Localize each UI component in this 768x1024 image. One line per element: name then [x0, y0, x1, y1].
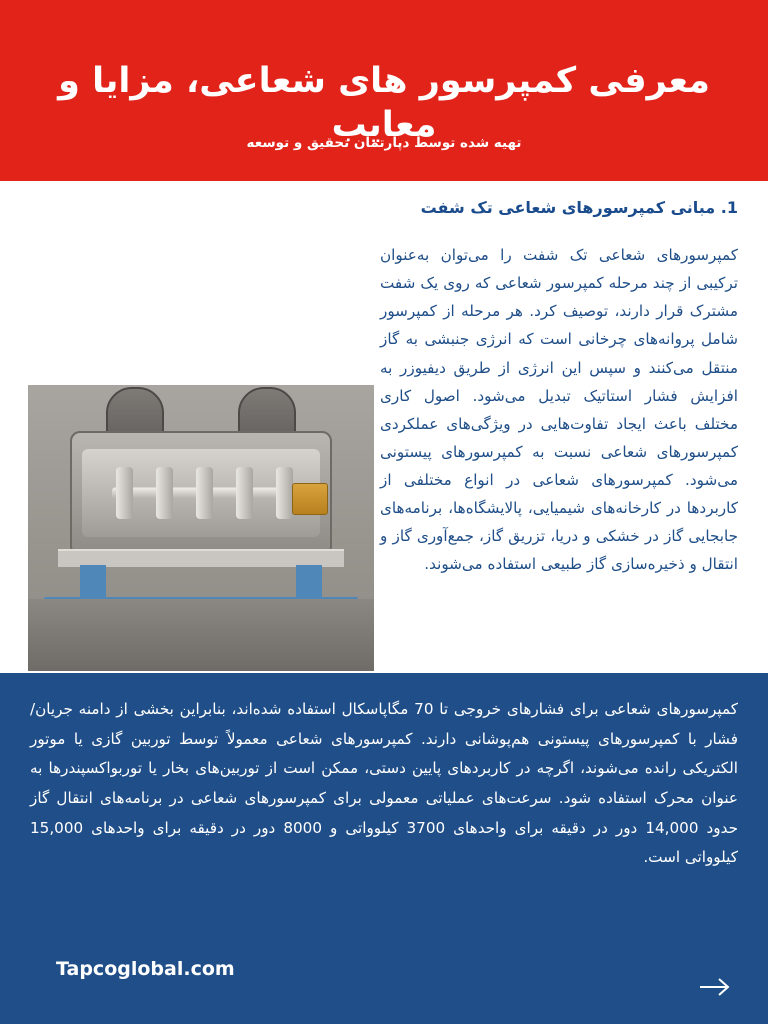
summary-paragraph: کمپرسورهای شعاعی برای فشارهای خروجی تا 70 مگاپاسکال استفاده شده‌اند، بنابراین بخشی از دامنه جریان/فشار با کمپرسورهای پیستونی هم‌پوشانی دارند. کمپرسورهای شعاعی معمولاً توسط توربین گازی یا موتور الکتریکی رانده می‌شوند، اگرچه در کاربردهای پایین دستی، ممکن است از توربین‌های بخار یا توربواکسپندرها به عنوان محرک استفاده شود. سرعت‌های عملیاتی معمولی برای کمپرسورهای شعاعی در برنامه‌های انتقال گاز حدود 14,000 دور در دقیقه برای واحدهای 3700 کیلوواتی و 8000 دور در دقیقه برای واحدهای 15,000 کیلوواتی است. [30, 700, 738, 867]
impeller-shape [156, 467, 173, 519]
page-subtitle: تهیه شده توسط دپارتمان تحقیق و توسعه [246, 135, 522, 151]
page-title: معرفی کمپرسور های شعاعی، مزایا و معایب [58, 61, 710, 145]
section-heading: 1. مبانی کمپرسورهای شعاعی تک شفت [420, 198, 738, 217]
header-banner [0, 0, 768, 181]
impeller-shape [116, 467, 133, 519]
arrow-right-icon[interactable] [698, 974, 732, 1000]
intro-paragraph: کمپرسورهای شعاعی تک شفت را می‌توان به‌عنوان ترکیبی از چند مرحله کمپرسور شعاعی که روی یک شفت مشترک قرار دارند، توصیف کرد. هر مرحله از کمپرسور شامل پروانه‌های چرخانی است که انرژی جنبشی به گاز منتقل می‌کنند و سپس این انرژی از طریق دیفیوزر به افزایش فشار استاتیک تبدیل می‌شود. اصول کاری مختلف باعث ایجاد تفاوت‌هایی در ویژگی‌های عملکردی کمپرسورهای شعاعی نسبت به کمپرسورهای پیستونی می‌شود. کمپرسورهای شعاعی در انواع مختلفی از کاربردها در کارخانه‌های شیمیایی، پالایشگاه‌ها، برنامه‌های جابجایی گاز در خشکی و دریا، تزریق گاز، جمع‌آوری گاز و انتقال و ذخیره‌سازی گاز طبیعی استفاده می‌شوند. [380, 246, 738, 574]
impeller-shape [196, 467, 213, 519]
floor-shape [28, 599, 374, 671]
compressor-figure [28, 385, 374, 671]
impeller-shape [236, 467, 253, 519]
compressor-illustration [28, 385, 374, 671]
intro-section [0, 181, 768, 673]
summary-section [0, 673, 768, 1024]
casing-inner-shape [82, 449, 320, 537]
coupling-shape [292, 483, 328, 515]
impeller-shape [276, 467, 293, 519]
website-link[interactable]: Tapcoglobal.com [56, 958, 235, 980]
